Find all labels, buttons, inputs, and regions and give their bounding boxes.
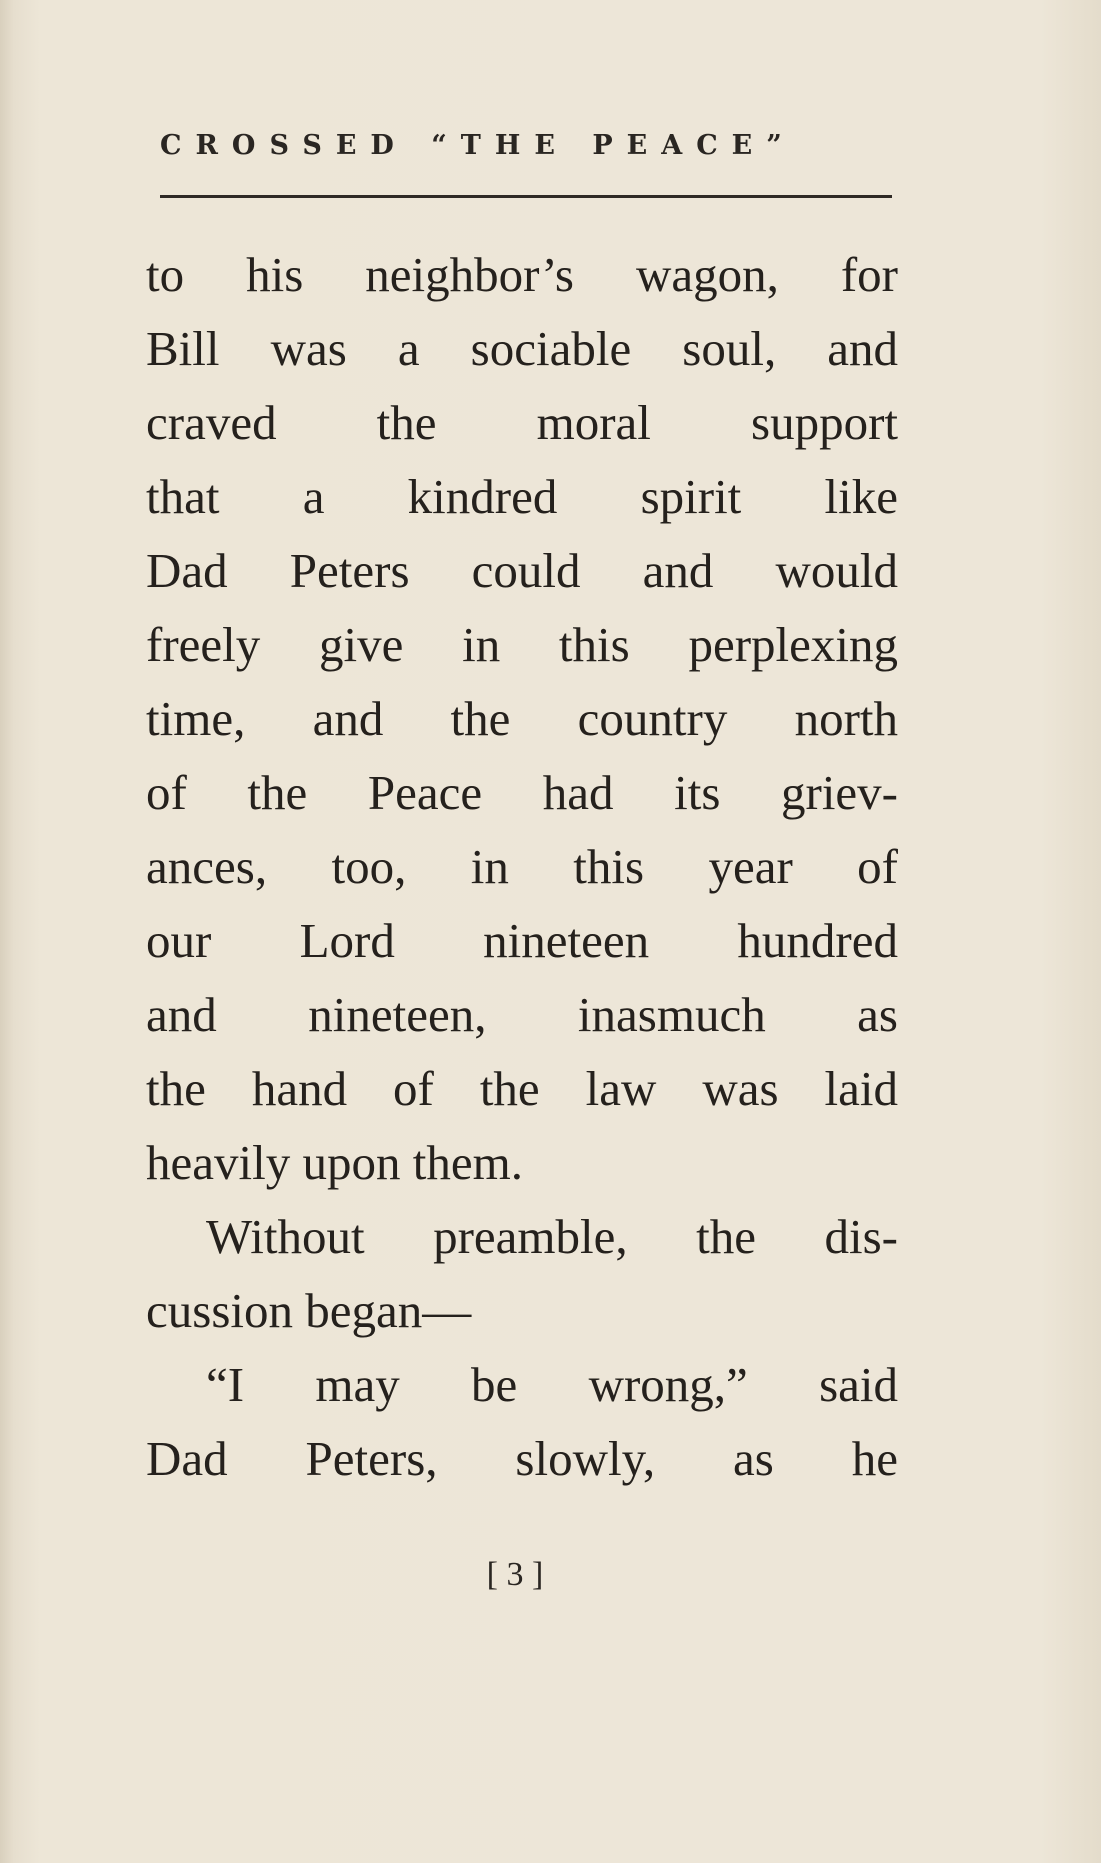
text-line: ances, too, in this year of	[146, 839, 898, 894]
text-line: Bill was a sociable soul, and	[146, 321, 898, 376]
text-line: Without preamble, the dis-	[206, 1209, 898, 1264]
text-line: time, and the country north	[146, 691, 898, 746]
text-line: and nineteen, inasmuch as	[146, 987, 898, 1042]
page-number: [ 3 ]	[486, 1556, 544, 1593]
text-line: that a kindred spirit like	[146, 469, 898, 524]
text-line: “I may be wrong,” said	[206, 1357, 898, 1412]
text-line: our Lord nineteen hundred	[146, 913, 898, 968]
text-line: of the Peace had its griev-	[146, 765, 898, 820]
text-line: cussion began—	[146, 1283, 472, 1338]
header-rule	[160, 195, 892, 198]
text-line: to his neighbor’s wagon, for	[146, 247, 898, 302]
text-line: heavily upon them.	[146, 1135, 523, 1190]
text-line: the hand of the law was laid	[146, 1061, 898, 1116]
body-text	[146, 238, 898, 1496]
text-line: Dad Peters, slowly, as he	[146, 1431, 898, 1486]
text-line: freely give in this perplexing	[146, 617, 898, 672]
text-line: craved the moral support	[146, 395, 898, 450]
text-line: Dad Peters could and would	[146, 543, 898, 598]
running-head: CROSSED “THE PEACE”	[160, 130, 796, 161]
